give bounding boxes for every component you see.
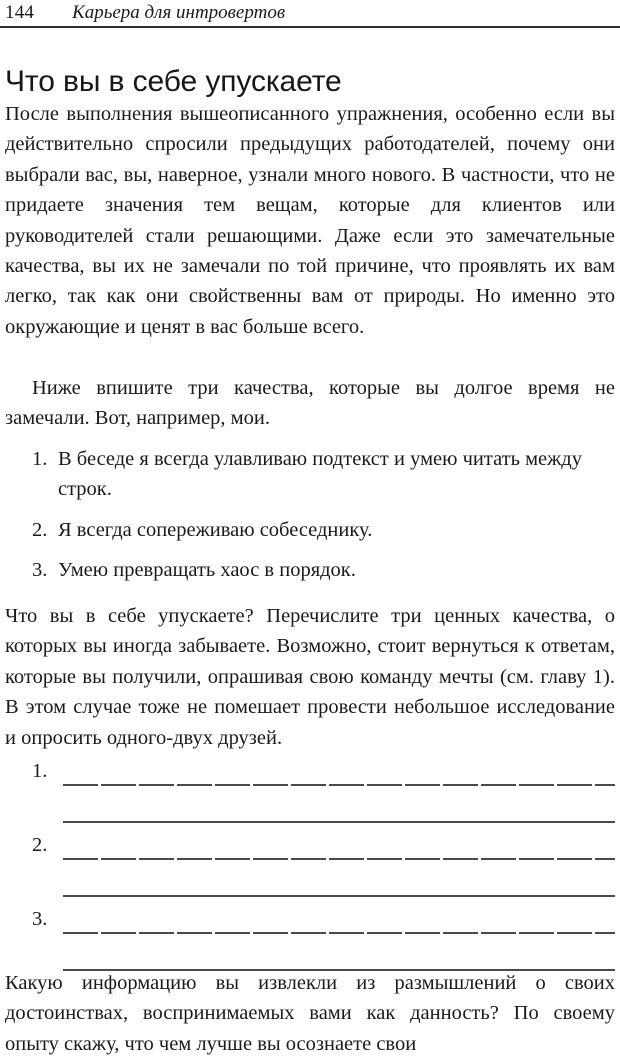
page-title: Что вы в себе упускаете [5,65,342,99]
paragraph-4: Какую информацию вы извлекли из размышлений о своих достоинствах, воспринимаемых вами как данность? По своему опыту скажу, что чем лучше вы осознаете свои [5,972,615,1055]
answer-write-line[interactable] [63,932,615,934]
answer-blank-marker: 2. [32,834,48,856]
paragraph-block-1 [5,99,615,342]
page-number: 144 [5,2,35,23]
header-rule [0,26,620,28]
list-item [5,555,615,585]
answer-write-line[interactable] [63,784,615,786]
book-title: Карьера для интровертов [72,2,286,23]
running-header [5,2,615,26]
answer-write-line-continuation[interactable] [63,895,615,897]
list-item-marker: 1. [32,448,48,470]
answer-blank-item [5,757,615,831]
list-item-marker: 3. [32,559,48,582]
answer-write-line-continuation[interactable] [63,821,615,823]
list-item [5,444,615,505]
answer-blank-item [5,831,615,905]
answer-write-line[interactable] [63,858,615,860]
list-item-marker: 2. [32,518,48,541]
paragraph-block-4 [5,968,615,1059]
paragraph-1: После выполнения вышеописанного упражнения, особенно если вы действительно спросили предыдущих работодателей, почему они выбрали вас, вы, наверное, узнали много нового. В частности, что не придаете значения тем вещам, которые для клиентов или руководителей стали решающими. Даже если это замечательные качества, вы их не замечали по той причине, что проявлять их вам легко, так как они свойственны вам от природы. Но именно это окружающие и ценят в вас больше всего. [5,103,615,338]
list-item-label: Я всегда сопереживаю собеседнику. [58,518,373,541]
paragraph-block-3 [5,601,615,753]
answer-blanks-section [5,757,615,979]
paragraph-block-2 [5,373,615,434]
answer-blank-marker: 1. [32,760,48,782]
paragraph-2: Ниже впишите три качества, которые вы долгое время не замечали. Вот, например, мои. [5,377,615,430]
example-qualities-list [5,444,615,586]
list-item-label: Умею превращать хаос в порядок. [58,559,356,582]
list-item [5,515,615,545]
paragraph-3: Что вы в себе упускаете? Перечислите три ценных качества, о которых вы иногда забываете. Возможно, стоит вернуться к ответам, которые вы получили, опрашивая свою команду мечты (см. главу 1). В этом случае тоже не помешает провести небольшое исследование и опросить одного-двух друзей. [5,605,615,749]
list-item-label: В беседе я всегда улавливаю подтекст и умею читать между строк. [58,448,582,501]
answer-blank-marker: 3. [32,908,48,930]
